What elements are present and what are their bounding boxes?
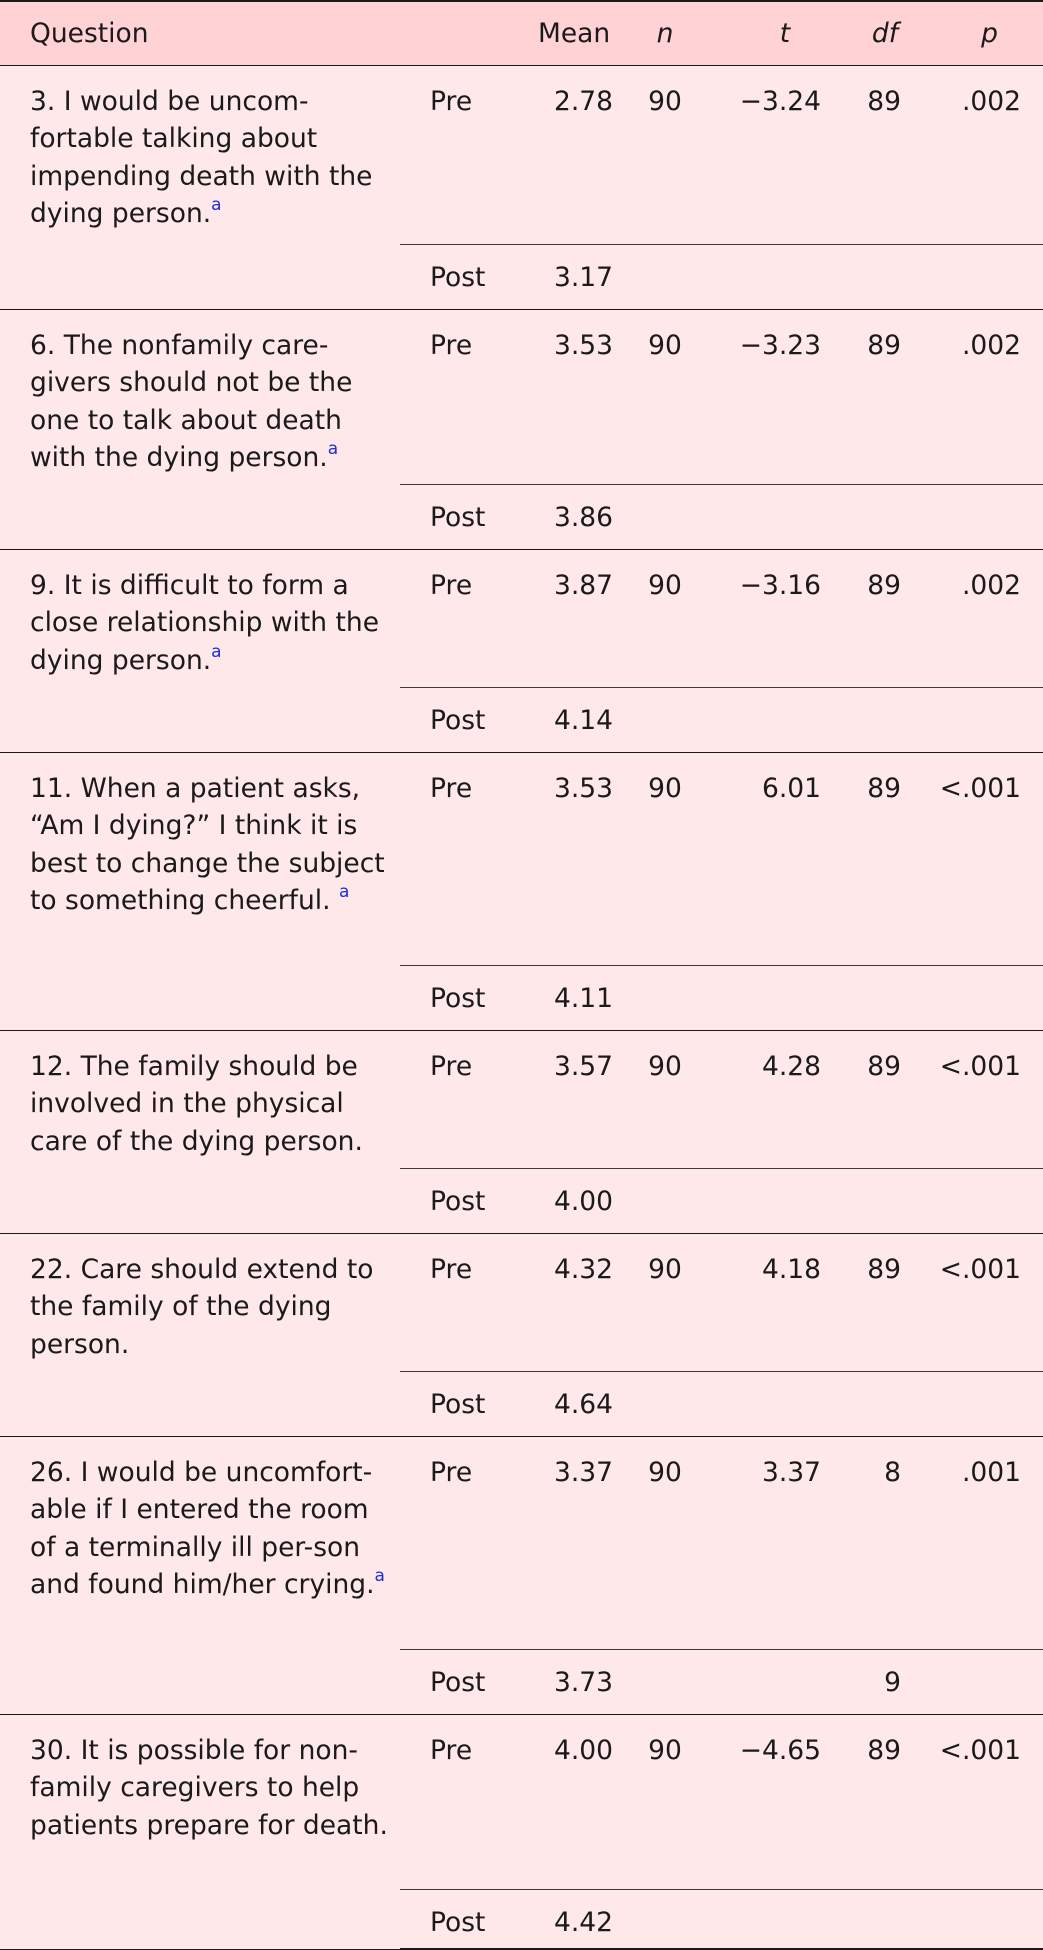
n-value: 90 bbox=[630, 1436, 700, 1649]
df-post bbox=[840, 244, 930, 309]
question-text: 22. Care should extend to the family of the dying person. bbox=[30, 1253, 374, 1360]
t-value: 6.01 bbox=[700, 752, 840, 965]
mean-pre: 3.53 bbox=[510, 752, 630, 965]
footnote-marker: a bbox=[374, 1566, 385, 1586]
time-pre: Pre bbox=[400, 1030, 510, 1168]
time-post: Post bbox=[400, 1371, 510, 1436]
time-post: Post bbox=[400, 484, 510, 549]
time-post: Post bbox=[400, 244, 510, 309]
question-text: 6. The nonfamily care-givers should not be the one to talk about death with the dying person. bbox=[30, 329, 353, 473]
question-cell bbox=[0, 65, 400, 309]
time-pre: Pre bbox=[400, 1436, 510, 1649]
mean-pre: 3.57 bbox=[510, 1030, 630, 1168]
mean-post: 3.17 bbox=[510, 244, 630, 309]
p-value: .002 bbox=[930, 549, 1043, 687]
footnote-marker: a bbox=[338, 882, 350, 902]
n-value: 90 bbox=[630, 65, 700, 244]
t-value: −4.65 bbox=[700, 1714, 840, 1889]
table-row-pre bbox=[0, 549, 1043, 687]
mean-post: 3.73 bbox=[510, 1649, 630, 1714]
table-row-pre bbox=[0, 65, 1043, 244]
p-value: <.001 bbox=[930, 1714, 1043, 1889]
mean-post: 4.42 bbox=[510, 1889, 630, 1949]
question-text: 11. When a patient asks, “Am I dying?” I think it is best to change the subject to something cheerful. bbox=[30, 772, 385, 916]
question-cell bbox=[0, 309, 400, 549]
n-value: 90 bbox=[630, 1030, 700, 1168]
question-text: 30. It is possible for non-family caregivers to help patients prepare for death. bbox=[30, 1734, 388, 1841]
time-post: Post bbox=[400, 965, 510, 1030]
time-pre: Pre bbox=[400, 65, 510, 244]
p-value: .002 bbox=[930, 309, 1043, 484]
question-cell bbox=[0, 1714, 400, 1949]
df-post bbox=[840, 687, 930, 752]
t-value: −3.16 bbox=[700, 549, 840, 687]
t-value: 3.37 bbox=[700, 1436, 840, 1649]
n-value: 90 bbox=[630, 1714, 700, 1889]
question-text: 26. I would be uncomfort-able if I entered the room of a terminally ill per-son and found him/her crying. bbox=[30, 1456, 375, 1600]
table-row-pre bbox=[0, 1030, 1043, 1168]
header-mean: Mean bbox=[510, 1, 630, 65]
mean-pre: 4.32 bbox=[510, 1233, 630, 1371]
table-row-pre bbox=[0, 309, 1043, 484]
table-row-pre bbox=[0, 1436, 1043, 1649]
header-n: n bbox=[630, 1, 700, 65]
mean-post: 4.11 bbox=[510, 965, 630, 1030]
mean-pre: 3.87 bbox=[510, 549, 630, 687]
mean-pre: 4.00 bbox=[510, 1714, 630, 1889]
header-p: p bbox=[930, 1, 1043, 65]
df-value: 89 bbox=[840, 309, 930, 484]
mean-post: 4.00 bbox=[510, 1168, 630, 1233]
p-value: <.001 bbox=[930, 752, 1043, 965]
table-row-pre bbox=[0, 1714, 1043, 1889]
time-pre: Pre bbox=[400, 1233, 510, 1371]
t-value: −3.23 bbox=[700, 309, 840, 484]
df-post bbox=[840, 1168, 930, 1233]
question-text: 12. The family should be involved in the physical care of the dying person. bbox=[30, 1050, 363, 1157]
df-post bbox=[840, 1889, 930, 1949]
time-post: Post bbox=[400, 687, 510, 752]
question-cell bbox=[0, 1233, 400, 1436]
df-post bbox=[840, 965, 930, 1030]
header-time bbox=[400, 1, 510, 65]
question-text: 9. It is difficult to form a close relationship with the dying person. bbox=[30, 569, 380, 676]
header-t: t bbox=[700, 1, 840, 65]
table-row-pre bbox=[0, 752, 1043, 965]
mean-pre: 3.37 bbox=[510, 1436, 630, 1649]
n-value: 90 bbox=[630, 309, 700, 484]
header-row bbox=[0, 1, 1043, 65]
df-value: 8 bbox=[840, 1436, 930, 1649]
mean-pre: 3.53 bbox=[510, 309, 630, 484]
n-value: 90 bbox=[630, 549, 700, 687]
time-post: Post bbox=[400, 1649, 510, 1714]
footnote-marker: a bbox=[327, 439, 339, 459]
p-value: .002 bbox=[930, 65, 1043, 244]
df-value: 89 bbox=[840, 1233, 930, 1371]
question-cell bbox=[0, 549, 400, 752]
time-pre: Pre bbox=[400, 309, 510, 484]
df-value: 89 bbox=[840, 549, 930, 687]
n-value: 90 bbox=[630, 752, 700, 965]
time-pre: Pre bbox=[400, 1714, 510, 1889]
time-post: Post bbox=[400, 1168, 510, 1233]
time-pre: Pre bbox=[400, 752, 510, 965]
df-value: 89 bbox=[840, 752, 930, 965]
time-pre: Pre bbox=[400, 549, 510, 687]
p-value: <.001 bbox=[930, 1030, 1043, 1168]
question-cell bbox=[0, 752, 400, 1030]
t-value: 4.28 bbox=[700, 1030, 840, 1168]
df-value: 89 bbox=[840, 65, 930, 244]
df-value: 89 bbox=[840, 1030, 930, 1168]
footnote-marker: a bbox=[211, 641, 222, 662]
mean-pre: 2.78 bbox=[510, 65, 630, 244]
mean-post: 3.86 bbox=[510, 484, 630, 549]
question-cell bbox=[0, 1436, 400, 1714]
t-value: −3.24 bbox=[700, 65, 840, 244]
question-text: 3. I would be uncom-fortable talking about impending death with the dying person. bbox=[30, 85, 373, 229]
p-value: <.001 bbox=[930, 1233, 1043, 1371]
time-post: Post bbox=[400, 1889, 510, 1949]
p-value: .001 bbox=[930, 1436, 1043, 1649]
df-post: 9 bbox=[840, 1649, 930, 1714]
question-cell bbox=[0, 1030, 400, 1233]
mean-post: 4.64 bbox=[510, 1371, 630, 1436]
t-value: 4.18 bbox=[700, 1233, 840, 1371]
footnote-marker: a bbox=[211, 195, 222, 215]
df-value: 89 bbox=[840, 1714, 930, 1889]
table-row-pre bbox=[0, 1233, 1043, 1371]
n-value: 90 bbox=[630, 1233, 700, 1371]
df-post bbox=[840, 1371, 930, 1436]
df-post bbox=[840, 484, 930, 549]
header-df: df bbox=[840, 1, 930, 65]
header-question: Question bbox=[0, 1, 400, 65]
mean-post: 4.14 bbox=[510, 687, 630, 752]
